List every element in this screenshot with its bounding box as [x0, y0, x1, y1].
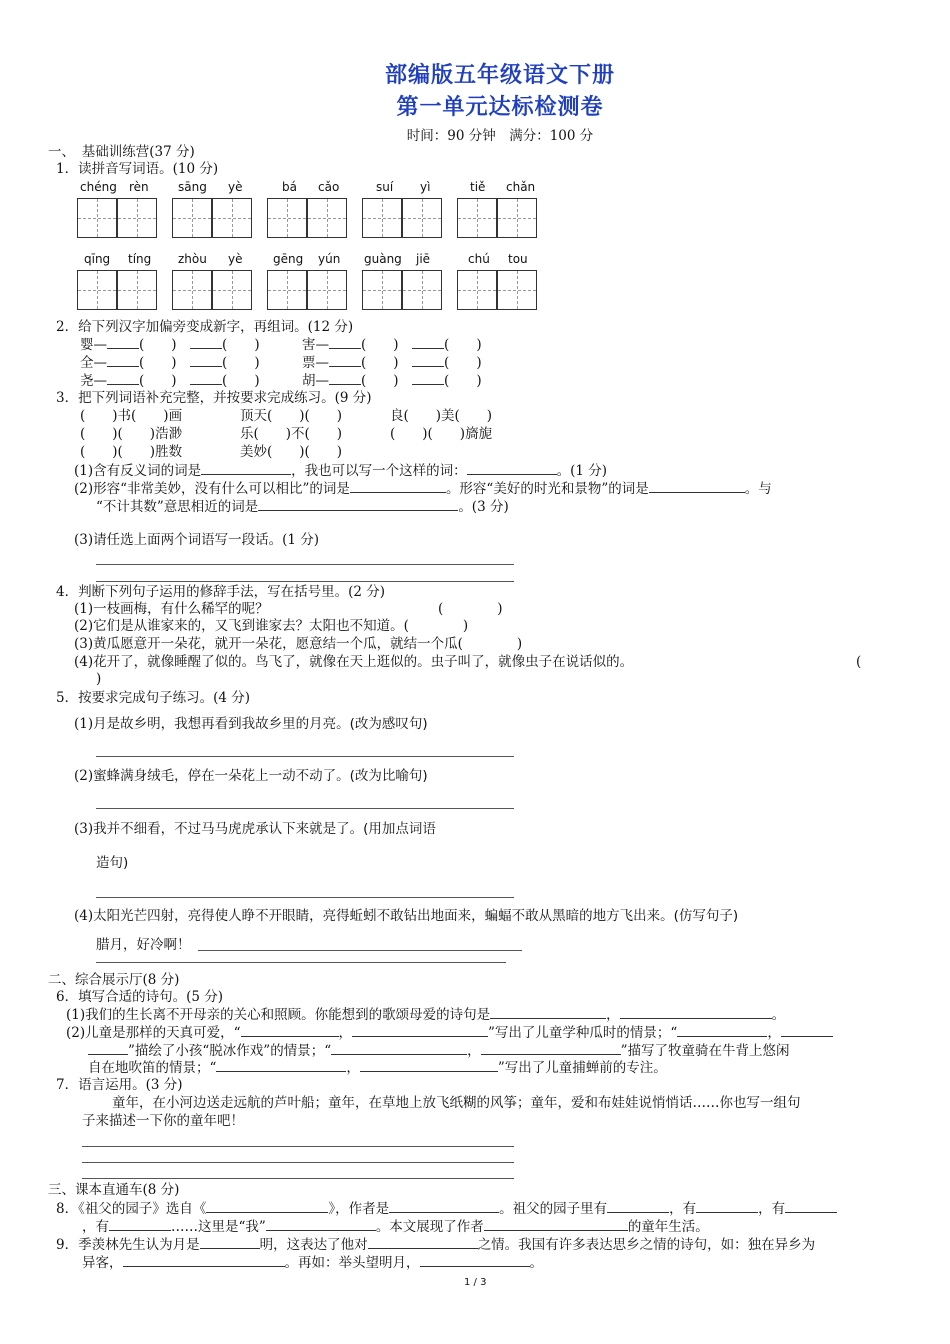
exam-meta: 时间：90 分钟 满分：100 分: [406, 128, 594, 144]
answer-line[interactable]: [198, 950, 522, 951]
page-number: 1 / 3: [464, 1277, 487, 1288]
section-3-heading: 三、课本直通车(8 分): [48, 1182, 180, 1198]
pinyin: cǎo: [318, 180, 340, 194]
section-2-heading: 二、综合展示厅(8 分): [48, 972, 180, 988]
q3-idiom: 美妙( )( ): [240, 444, 343, 460]
pinyin: rèn: [129, 180, 149, 194]
pinyin: guàng: [364, 252, 402, 266]
title-line-1: 部编版五年级语文下册: [384, 62, 615, 88]
pinyin: jiē: [416, 252, 431, 266]
q7-line-2: 子来描述一下你的童年吧！: [82, 1113, 244, 1129]
q3-idiom: ( )( )胜数: [80, 444, 183, 460]
pinyin: zhòu: [178, 252, 207, 266]
q5-item-3-cont: 造句): [96, 855, 129, 871]
pinyin: sāng: [178, 180, 207, 194]
char-box[interactable]: [77, 270, 117, 310]
q4-answer-1[interactable]: ( ): [438, 601, 503, 617]
q3-idiom: ( )( )浩渺: [80, 426, 183, 442]
q3-idiom: 良( )美( ): [390, 408, 493, 424]
q5-label: 5．按要求完成句子练习。(4 分): [56, 690, 251, 706]
char-box[interactable]: [362, 198, 402, 238]
q4-item-3: (3)黄瓜愿意开一朵花，就开一朵花，愿意结一个瓜，就结一个瓜( ): [74, 636, 523, 652]
pinyin: yún: [318, 252, 341, 266]
q5-item-4-start: 腊月，好冷啊！: [96, 937, 191, 953]
title-line-2: 第一单元达标检测卷: [396, 94, 604, 120]
q4-item-1: (1)一枝画梅，有什么稀罕的呢？: [74, 601, 269, 617]
char-box[interactable]: [77, 198, 117, 238]
char-box[interactable]: [497, 198, 537, 238]
q6-sub-1: (1)我们的生长离不开母亲的关心和照顾。你能想到的歌颂母爱的诗句是 ， 。: [66, 1007, 786, 1023]
q3-sub-2: (2)形容“非常美妙，没有什么可以相比”的词是 。形容“美好的时光和景物”的词是 。与: [74, 481, 772, 497]
q5-item-3: (3)我并不细看，不过马马虎虎承认下来就是了。(用加点词语: [74, 821, 436, 837]
answer-line[interactable]: [82, 1178, 514, 1179]
q7-line-1: 童年，在小河边送走远航的芦叶船；童年，在草地上放飞纸糊的风筝；童年，爱和布娃娃说悄悄话……你也写一组句: [112, 1095, 801, 1111]
pinyin: yè: [228, 180, 243, 194]
q9-line-1: 9．季羡林先生认为月是 明，这表达了他对 之情。我国有许多表达思乡之情的诗句，如：独在异乡为: [56, 1237, 816, 1253]
answer-line[interactable]: [96, 756, 514, 757]
q9-line-2: 异客， 。再如：举头望明月， 。: [82, 1255, 543, 1271]
char-box[interactable]: [117, 198, 157, 238]
q3-idiom: 乐( )不( ): [240, 426, 343, 442]
char-box[interactable]: [172, 270, 212, 310]
q2-char: 全—: [80, 355, 107, 371]
char-box[interactable]: [267, 270, 307, 310]
pinyin: tíng: [128, 252, 152, 266]
q3-idiom: ( )书( )画: [80, 408, 183, 424]
q3-label: 3．把下列词语补充完整，并按要求完成练习。(9 分): [56, 390, 372, 406]
pinyin: bá: [282, 180, 297, 194]
char-box[interactable]: [402, 270, 442, 310]
pinyin: chǎn: [506, 180, 536, 194]
q1-label: 1．读拼音写词语。(10 分): [56, 161, 219, 177]
q5-item-2: (2)蜜蜂满身绒毛，停在一朵花上一动不动了。(改为比喻句): [74, 768, 428, 784]
char-box[interactable]: [212, 198, 252, 238]
answer-line[interactable]: [96, 897, 514, 898]
q2-char: 尧—: [80, 373, 107, 389]
q4-label: 4．判断下列句子运用的修辞手法，写在括号里。(2 分): [56, 584, 386, 600]
char-box[interactable]: [117, 270, 157, 310]
pinyin: yì: [420, 180, 431, 194]
q2-char: 婴—: [80, 337, 107, 353]
q3-sub-2-cont: “不计其数”意思相近的词是 。(3 分): [96, 499, 509, 515]
q4-answer-4-open[interactable]: (: [856, 654, 862, 670]
char-box[interactable]: [307, 270, 347, 310]
q3-idiom: 顶天( )( ): [240, 408, 343, 424]
answer-line[interactable]: [82, 1162, 514, 1163]
answer-line[interactable]: [96, 808, 514, 809]
char-box[interactable]: [457, 270, 497, 310]
q4-item-4: (4)花开了，就像睡醒了似的。鸟飞了，就像在天上逛似的。虫子叫了，就像虫子在说话似的。: [74, 654, 634, 670]
pinyin: tou: [508, 252, 528, 266]
pinyin: yè: [228, 252, 243, 266]
char-box[interactable]: [307, 198, 347, 238]
q8-line-2: ，有 ……这里是“我” 。本文展现了作者 的童年生活。: [82, 1219, 709, 1235]
q2-char: 票—: [302, 355, 329, 371]
q5-item-4: (4)太阳光芒四射，亮得使人睁不开眼睛，亮得蚯蚓不敢钻出地面来，蝙蝠不敢从黑暗的地方飞出来。(仿写句子): [74, 908, 739, 924]
answer-line[interactable]: [96, 581, 514, 582]
q7-label: 7．语言运用。(3 分): [56, 1077, 183, 1093]
q3-sub-1: (1)含有反义词的词是 ，我也可以写一个这样的词： 。(1 分): [74, 463, 608, 479]
pinyin: suí: [376, 180, 394, 194]
q3-sub-3: (3)请任选上面两个词语写一段话。(1 分): [74, 532, 320, 548]
q8-line-1: 8．《祖父的园子》选自《 》，作者是 。祖父的园子里有 ，有 ，有: [56, 1200, 837, 1218]
char-box[interactable]: [497, 270, 537, 310]
char-box[interactable]: [402, 198, 442, 238]
section-1-heading: 一、 基础训练营(37 分): [48, 144, 195, 160]
char-box[interactable]: [457, 198, 497, 238]
char-box[interactable]: [362, 270, 402, 310]
pinyin: chéng: [80, 180, 117, 194]
answer-line[interactable]: [82, 1146, 514, 1147]
q6-sub-2-line-3: 自在地吹笛的情景；“ ， ”写出了儿童捕蝉前的专注。: [88, 1060, 667, 1076]
q2-char: 害—: [302, 337, 329, 353]
q6-sub-2-line-2: ”描绘了小孩“脱冰作戏”的情景；“ ， ”描写了牧童骑在牛背上悠闲: [88, 1042, 790, 1060]
q2-label: 2．给下列汉字加偏旁变成新字，再组词。(12 分): [56, 319, 354, 335]
char-box[interactable]: [212, 270, 252, 310]
pinyin: qīng: [84, 252, 111, 266]
answer-line[interactable]: [96, 564, 514, 565]
q4-item-2: (2)它们是从谁家来的，又飞到谁家去？太阳也不知道。( ): [74, 618, 469, 634]
q5-item-1: (1)月是故乡明，我想再看到我故乡里的月亮。(改为感叹句): [74, 716, 428, 732]
q2-char: 胡—: [302, 373, 329, 389]
answer-line[interactable]: [96, 962, 506, 963]
pinyin: chú: [468, 252, 490, 266]
char-box[interactable]: [172, 198, 212, 238]
q4-answer-4-close[interactable]: ): [96, 671, 102, 687]
q6-sub-2: (2)儿童是那样的天真可爱，“ ， ”写出了儿童学种瓜时的情景；“ ，: [66, 1024, 833, 1042]
q6-label: 6．填写合适的诗句。(5 分): [56, 989, 224, 1005]
pinyin: tiě: [470, 180, 486, 194]
q3-idiom: ( )( )旖旎: [390, 426, 493, 442]
pinyin: gēng: [273, 252, 304, 266]
char-box[interactable]: [267, 198, 307, 238]
